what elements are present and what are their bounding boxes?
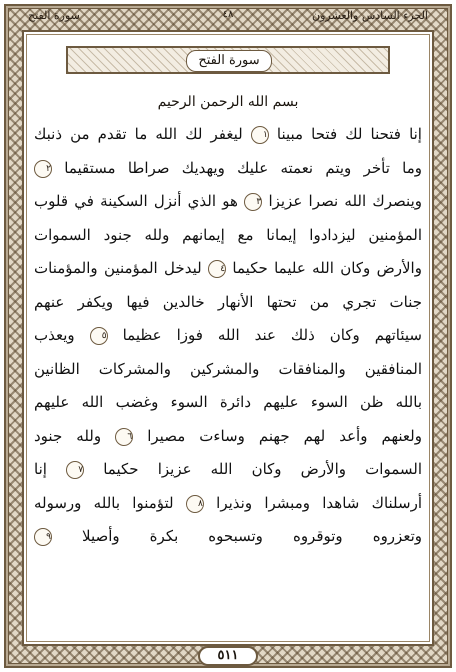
- verse-line: ولعنهم وأعد لهم جهنم وساءت مصيرا ٦ ولله جنود: [34, 426, 422, 445]
- surah-header-label: سورة الفتح: [28, 9, 80, 22]
- surah-title-banner: [66, 46, 390, 74]
- ayah-number-marker: ٨: [186, 495, 204, 513]
- verse-line: إنا فتحنا لك فتحا مبينا ١ ليغفر لك الله ما تقدم من ذنبك: [34, 125, 422, 143]
- ayah-number-marker: ٦: [115, 428, 133, 446]
- ayah-number-marker: ٧: [66, 461, 84, 479]
- ayah-number-marker: ٥: [90, 327, 108, 345]
- verse-line: أرسلناك شاهدا ومبشرا ونذيرا ٨ لتؤمنوا بالله ورسوله: [34, 493, 422, 512]
- ayah-number-marker: ٩: [34, 528, 52, 546]
- verse-lines: [34, 118, 422, 554]
- hizb-marker: ٤٨: [222, 9, 234, 20]
- ayah-number-marker: ٤: [208, 260, 226, 278]
- verse-line: بالله ظن السوء عليهم دائرة السوء وغضب الله عليهم: [34, 393, 422, 411]
- basmala: بسم الله الرحمن الرحيم: [157, 94, 299, 110]
- verse-line: والأرض وكان الله عليما حكيما ٤ ليدخل المؤمنين والمؤمنات: [34, 259, 422, 277]
- verse-line: سيئاتهم وكان ذلك عند الله فوزا عظيما ٥ ويعذب: [34, 326, 422, 344]
- ayah-number-marker: ١: [251, 126, 269, 144]
- page-number: ٥١١: [198, 646, 258, 666]
- ayah-number-marker: ٣: [244, 193, 262, 211]
- verse-line: المنافقين والمنافقات والمشركين والمشركات الظانين: [34, 359, 422, 378]
- verse-line: السموات والأرض وكان الله عزيزا حكيما ٧ إنا: [34, 460, 422, 478]
- verse-line: وتعزروه وتوقروه وتسبحوه بكرة وأصيلا ٩: [34, 520, 422, 554]
- verse-line: جنات تجري من تحتها الأنهار خالدين فيها ويكفر عنهم: [34, 292, 422, 311]
- verse-line: وما تأخر ويتم نعمته عليك ويهديك صراطا مستقيما ٢: [34, 152, 422, 186]
- verse-line: وينصرك الله نصرا عزيزا ٣ هو الذي أنزل السكينة في قلوب: [34, 192, 422, 210]
- ayah-number-marker: ٢: [34, 160, 52, 178]
- surah-title: سورة الفتح: [186, 50, 272, 72]
- verse-line: المؤمنين ليزدادوا إيمانا مع إيمانهم ولله جنود السموات: [34, 225, 422, 244]
- juz-header-label: الجزء السادس والعشرون: [312, 9, 428, 22]
